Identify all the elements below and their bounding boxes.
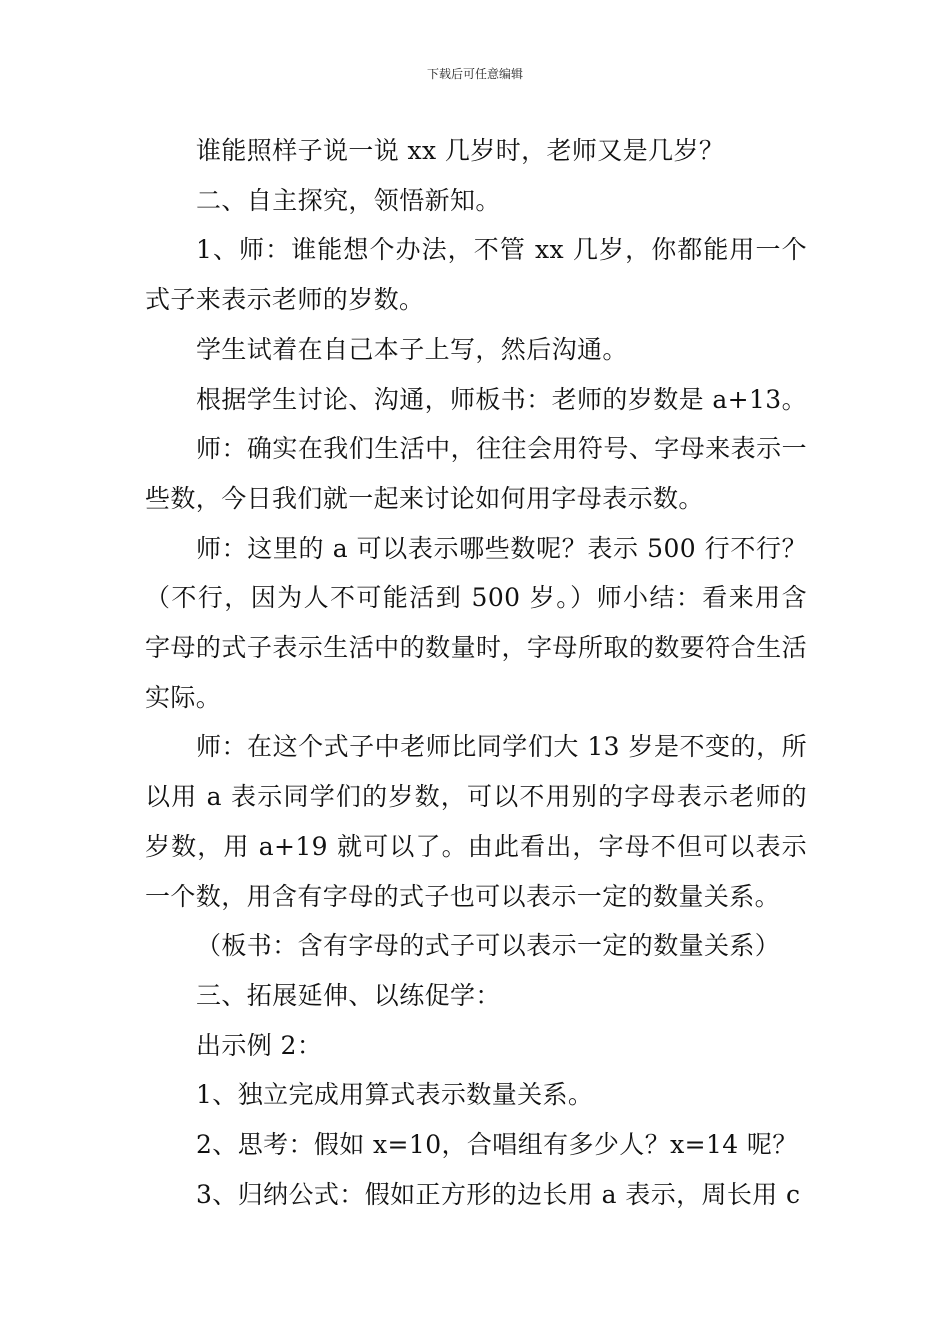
- paragraph-5: 根据学生讨论、沟通，师板书：老师的岁数是 a+13。: [196, 384, 808, 414]
- blackboard-note: （板书：含有字母的式子可以表示一定的数量关系）: [196, 931, 781, 961]
- paragraph-8: 师：在这个式子中老师比同学们大 13 岁是不变的，所以用 a 表示同学们的岁数，可以不用别的字母表示老师的岁数，用 a+19 就可以了。由此看出，字母不但可以表示一个数，用含有字母的式子也可以表示一定的数量关系。: [145, 732, 807, 911]
- page-header: 下载后可任意编辑: [426, 67, 523, 81]
- list-item-3: 3、归纳公式：假如正方形的边长用 a 表示，周长用 c: [196, 1179, 801, 1209]
- section-heading-2: 二、自主探究，领悟新知。: [196, 185, 501, 215]
- paragraph-7: 师：这里的 a 可以表示哪些数呢？表示 500 行不行？（不行，因为人不可能活到 500 岁。）师小结：看来用含字母的式子表示生活中的数量时，字母所取的数要符合生活实际。: [145, 533, 807, 712]
- list-item-2: 2、思考：假如 x=10，合唱组有多少人？x=14 呢？: [196, 1130, 798, 1160]
- document-body: [145, 126, 807, 1219]
- list-item-1: 1、独立完成用算式表示数量关系。: [196, 1080, 594, 1110]
- paragraph-3: 1、师：谁能想个办法，不管 xx 几岁，你都能用一个式子来表示老师的岁数。: [145, 235, 807, 315]
- paragraph-6: 师：确实在我们生活中，往往会用符号、字母来表示一些数，今日我们就一起来讨论如何用字母表示数。: [145, 434, 807, 513]
- paragraph-1: 谁能照样子说一说 xx 几岁时，老师又是几岁？: [196, 136, 725, 165]
- paragraph-11: 出示例 2：: [196, 1030, 323, 1060]
- paragraph-4: 学生试着在自己本子上写，然后沟通。: [196, 334, 628, 364]
- section-heading-3: 三、拓展延伸、以练促学：: [196, 980, 501, 1010]
